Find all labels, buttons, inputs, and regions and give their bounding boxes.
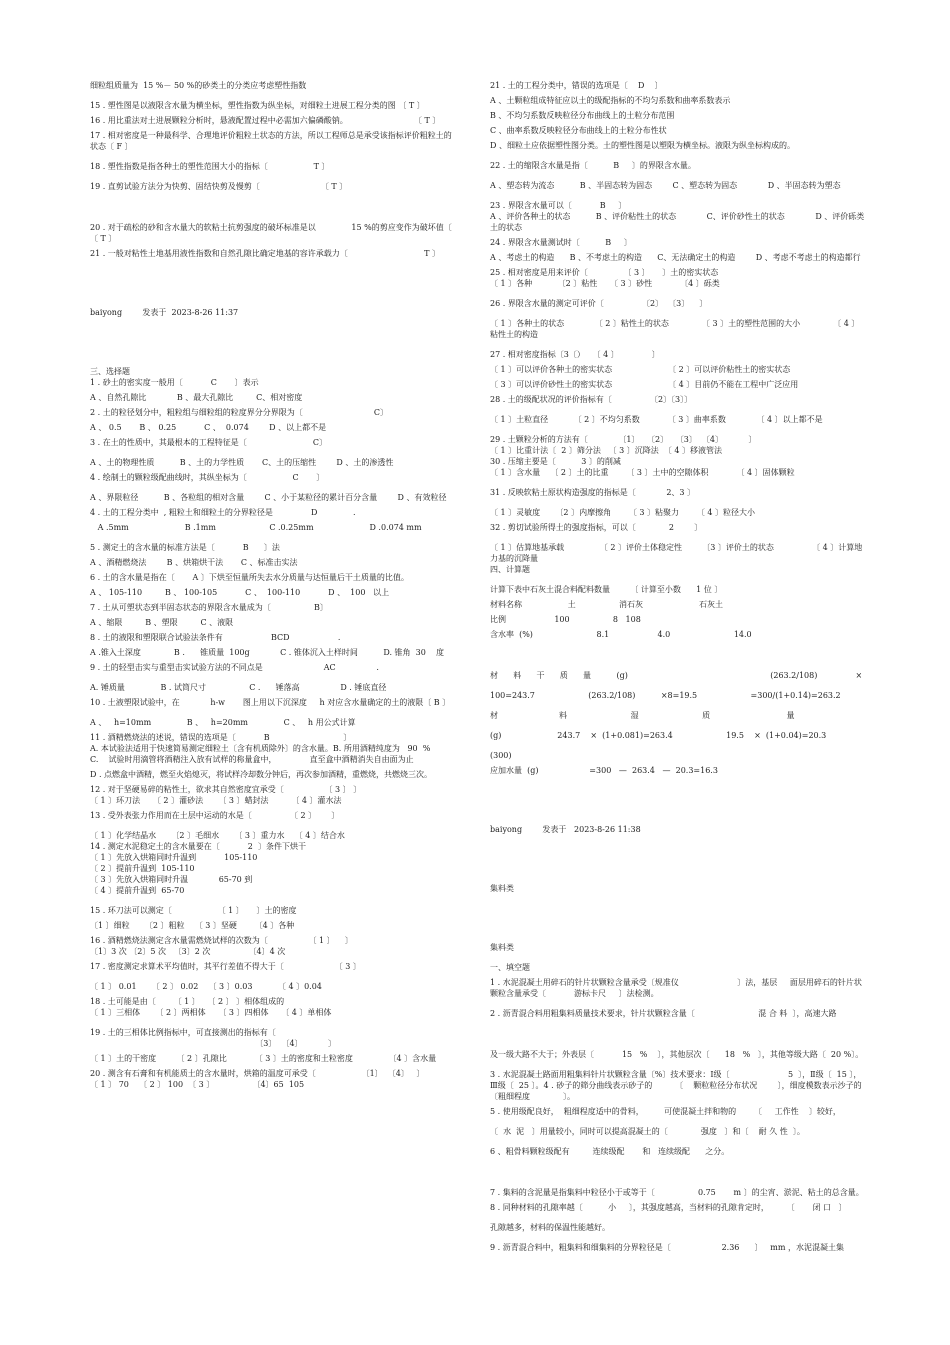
text-line: (300): [490, 751, 512, 760]
right-column: [490, 80, 875, 1253]
text-line: D . 点燃盒中酒精，燃至火焰熄灭，将试样冷却数分钟后，再次参加酒精，重燃烧，共燃烧三次。: [90, 770, 433, 779]
text-line: A 、塑态转为流态 B 、半固态转为固态 C 、塑态转为固态 D 、半固态转为塑态: [490, 181, 841, 190]
text-line: 细粒组质量为 15 %－ 50 %的砂类土的分类应考虑塑性指数: [90, 81, 307, 90]
text-line: 〔 1 〕环刀法 〔 2 〕灌砂法 〔 3 〕蜡封法 〔 4 〕灌水法: [90, 796, 342, 805]
text-line: 20 . 测含有石膏和有机能质土的含水量时，烘箱的温度可承受〔 〔1〕 〔4〕 〕: [90, 1069, 425, 1078]
text-line: 32 . 剪切试验所得土的强度指标，可以〔 2 〕: [490, 523, 703, 532]
text-line: A 、 105-110 B 、 100-105 C 、 100-110 D 、 100 以上: [90, 588, 390, 597]
text-line: baiyong 发表于 2023-8-26 11:38: [490, 825, 641, 834]
text-line: 5 . 使用级配良好， 粗细程度适中的骨料， 可使混凝土拌和物的 〔 工作性 〕较好，: [490, 1107, 841, 1116]
text-line: A .5mm B .1mm C .0.25mm D .0.074 mm: [90, 523, 422, 532]
text-line: 21 . 土的工程分类中，错误的选项是〔 D 〕: [490, 81, 663, 90]
text-line: 31 . 反映软粘土原状构造强度的指标是〔 2、3 〕: [490, 488, 696, 497]
text-line: A 、界限粒径 B 、各粒组的相对含量 C 、小于某粒径的累计百分含量 D 、有效粒径: [90, 493, 447, 502]
text-line: 8 . 土的液限和塑限联合试验法条件有 BCD .: [90, 633, 341, 642]
text-line: 24 . 界限含水量测试时〔 B 〕: [490, 238, 632, 247]
text-line: 18 . 塑性指数是指各种土的塑性范围大小的指标〔 T 〕: [90, 162, 330, 171]
text-line: 〔 1 〕 70 〔 2 〕 100 〔 3 〕 〔4〕65 105: [90, 1080, 305, 1089]
text-line: A 、 0.5 B 、 0.25 C 、 0.074 D 、以上都不是: [90, 423, 327, 432]
text-line: A 、考虑土的构造 B 、不考虑土的构造 C、无法确定土的构造 D 、考虑不考虑土的构造都行: [490, 253, 861, 262]
text-line: 100=243.7 (263.2/108) ×8=19.5 =300/(1+0.14)=263.2: [490, 691, 841, 700]
text-line: A 、土颗粒组成特征应以土的级配指标的不均匀系数和曲率系数表示: [490, 96, 731, 105]
text-line: 22 . 土的缩限含水量是指〔 B 〕的界限含水量。: [490, 161, 696, 170]
text-line: 19 . 土的三相体比例指标中，可直接测出的指标有〔: [90, 1028, 276, 1037]
text-line: 12 . 对于坚硬易碎的粘性土，欲求其自然密度宜承受〔 〔 3 〕 〕: [90, 785, 362, 794]
text-line: 18 . 土可能是由〔 〔 1 〕 〔 2 〕 〕相体组成的: [90, 997, 285, 1006]
text-line: 〔 1 〕各种土的状态 〔 2 〕粘性土的状态 〔 3 〕土的塑性范围的大小 〔 4 〕粘性土的构造: [490, 319, 860, 339]
text-line: 应加水量 (g) =300 — 263.4 — 20.3=16.3: [490, 766, 718, 775]
text-line: A 、缩限 B 、塑限 C 、液限: [90, 618, 234, 627]
text-line: 9 . 土的轻型击实与重型击实试验方法的不同点是 AC .: [90, 663, 379, 672]
text-line: 1 . 砂土的密实度一般用〔 C 〕表示: [90, 378, 259, 387]
text-line: A 、土的物理性质 B 、土的力学性质 C、土的压缩性 D 、土的渗透性: [90, 458, 394, 467]
text-line: 〔3〕 〔4〕 〕: [90, 1039, 336, 1048]
text-line: 27 . 相对密度指标〔3〔） 〔 4 〕 〕: [490, 350, 660, 359]
text-line: 含水率 (%) 8.1 4.0 14.0: [490, 630, 752, 639]
text-line: A. 本试验法适用于快速简易测定细粒土〔含有机质除外〕的含水量。B. 所用酒精纯度为 90 %: [90, 744, 431, 753]
text-line: 19 . 直剪试验方法分为快剪、固结快剪及慢剪〔 〔 T 〕: [90, 182, 348, 191]
text-line: A 、自然孔隙比 B 、最大孔隙比 C、相对密度: [90, 393, 303, 402]
text-line: 〔 2 〕提前升温到 105-110: [90, 864, 195, 873]
text-line: 2 . 土的粒径划分中，粗粒组与细粒组的粒度界分分界限为〔 C〕: [90, 408, 389, 417]
text-line: 〔 1 〕可以评价各种土的密实状态 〔 2 〕可以评价粘性土的密实状态: [490, 365, 791, 374]
text-line: 16 . 用比重法对土进展颗粒分析时，悬液配置过程中必需加六偏磷酸钠。 〔 T 〕: [90, 116, 441, 125]
text-line: 〔1〕3 次 〔2〕5 次 〔3〕2 次 〔4〕4 次: [90, 947, 286, 956]
text-line: 材 料 湿 质 量: [490, 711, 795, 720]
text-line: 6 、粗骨料颗粒级配有 连续级配 和 连续级配 之分。: [490, 1147, 730, 1156]
text-line: A 、评价各种土的状态 B 、评价粘性土的状态 C、评价砂性土的状态 D 、评价砾类土的状态: [490, 212, 865, 232]
text-line: 〔 1 〕先放入烘箱同时升温到 105-110: [90, 853, 258, 862]
text-line: 〔 1 〕土粒直径 〔 2 〕不均匀系数 〔 3 〕曲率系数 〔 4 〕以上都不是: [490, 415, 823, 424]
text-line: 30 . 压缩主要是〔 3 〕的削减: [490, 457, 621, 466]
text-line: 〔 1 〕土的干密度 〔 2 〕孔隙比 〔 3 〕土的密度和土粒密度 〔4 〕含水量: [90, 1054, 437, 1063]
text-line: 〔 1 〕灵敏度 〔2 〕内摩擦角 〔 3 〕粘聚力 〔 4 〕粒径大小: [490, 508, 756, 517]
text-line: 23 . 界限含水量可以〔 B 〕: [490, 201, 627, 210]
text-line: 集料类: [490, 943, 514, 952]
text-line: 三、选择题: [90, 367, 130, 376]
text-line: 6 . 土的含水量是指在〔 A 〕下烘至恒量所失去水分质量与达恒量后干土质量的比值。: [90, 573, 409, 582]
text-line: 〔 1 〕化学结晶水 〔2 〕毛细水 〔 3 〕重力水 〔 4 〕结合水: [90, 831, 345, 840]
text-line: 〔 水 泥 〕用量较小，同时可以提高混凝土的〔 强度 〕和〔 耐 久 性 〕。: [490, 1127, 805, 1136]
text-line: 材 料 干 质 量 (g) (263.2/108) ×: [490, 671, 863, 680]
text-line: 〔1 〕细粒 〔2 〕粗粒 〔 3 〕坚硬 〔4 〕各种: [90, 921, 295, 930]
text-line: 17 . 相对密度是一种最科学、合理地评价粗粒土状态的方法，所以工程师总是承受该指标评价粗粒土的状态〔 F 〕: [90, 131, 452, 151]
left-column: [90, 80, 467, 1090]
text-line: 〔 3 〕先放入烘箱同时升温 65-70 到: [90, 875, 253, 884]
text-line: 15 . 塑性图是以液限含水量为横坐标，塑性指数为纵坐标，对细粒土进展工程分类的图 〔 T 〕: [90, 101, 425, 110]
text-line: 一、填空题: [490, 963, 530, 972]
text-line: 1 . 水泥混凝土用碎石的针片状颗粒含量承受〔规准仪 〕法，基层 面层用碎石的针片状 颗粒含量承受〔 游标卡尺 〕法检测。: [490, 978, 875, 998]
text-line: 13 . 受外表张力作用而在土层中运动的水是〔 〔 2 〕 〕: [90, 811, 340, 820]
text-line: 4 . 绘制土的颗粒级配曲线时，其纵坐标为〔 C 〕: [90, 473, 325, 482]
text-line: C. 试验时用滴管将酒精注入放有试样的称量盒中， 直至盒中酒精消失自由面为止: [90, 755, 414, 764]
text-line: 〔 1 〕含水量 〔 2 〕土的比重 〔 3 〕土中的空隙体积 〔 4 〕固体颗粒: [490, 468, 795, 477]
text-line: 17 . 密度测定求算术平均值时，其平行差值不得大于〔 〔 3 〕: [90, 962, 361, 971]
text-line: 14 . 测定水泥稳定土的含水量要在〔 2 〕条件下烘干: [90, 842, 306, 851]
text-line: 9 . 沥青混合料中，粗集料和细集料的分界粒径是〔 2.36 〕 mm ，水泥混凝土集: [490, 1243, 844, 1252]
text-line: 28 . 土的级配状况的评价指标有〔 〔2〕〔3〕〕: [490, 395, 693, 404]
text-line: 〔 1 〕比重计法〔 2 〕筛分法 〔 3 〕沉降法 〔 4 〕移液管法: [490, 446, 722, 455]
text-line: D 、细粒土应依据塑性图分类。土的塑性图是以塑限为横坐标。液限为纵坐标构成的。: [490, 141, 795, 150]
text-line: 5 . 测定土的含水量的标准方法是〔 B 〕法: [90, 543, 280, 552]
text-line: 比例 100 8 108: [490, 615, 641, 624]
text-line: 25 . 相对密度是用来评价〔 〔 3 〕 〕土的密实状态: [490, 268, 719, 277]
text-line: 3 . 在土的性质中，其最根本的工程特征是〔 C〕: [90, 438, 327, 447]
text-line: 29 . 土颗粒分析的方法有〔 〔1〕 〔2〕 〔3〕 〔4〕 〕: [490, 435, 757, 444]
text-line: 2 . 沥青混合料用粗集料质量技术要求，针片状颗粒含量〔 混 合 料 〕，高速大路: [490, 1009, 837, 1018]
text-line: 10 . 土液塑限试验中，在 h-w 图上用以下沉深度 h 对应含水量确定的土的液限〔 B 〕: [90, 698, 451, 707]
text-line: baiyong 发表于 2023-8-26 11:37: [90, 308, 239, 317]
text-line: 计算下表中石灰土混合料配料数量 〔 计算至小数 1 位 〕: [490, 585, 723, 594]
text-line: 4 . 土的工程分类中 , 粗粒土和细粒土的分界粒径是 D .: [90, 508, 356, 517]
text-line: 〔 4 〕提前升温到 65-70: [90, 886, 185, 895]
text-line: 16 . 酒精燃烧法测定含水量需燃烧试样的次数为〔 〔 1 〕 〕: [90, 936, 353, 945]
text-line: 15 . 环刀法可以测定〔 〔 1 〕 〕土的密度: [90, 906, 297, 915]
text-line: 材料名称 土 消石灰 石灰土: [490, 600, 723, 609]
text-line: 〔 1 〕估算地基承载 〔 2 〕评价土体稳定性 〔3 〕评价土的状态 〔 4 〕计算地力基的沉降量: [490, 543, 863, 563]
text-line: 四、计算题: [490, 565, 530, 574]
text-line: 3 . 水泥混凝土路面用粗集料针片状颗粒含量〔%〕技术要求：Ⅰ级〔 5 〕，Ⅱ级〔 15 〕，Ⅲ级〔 25 〕。4 . 砂子的筛分曲线表示砂子的 〔 颗粒粒径分布状况 〕，细度模数表示沙子的〔粗细程度 〕。: [490, 1070, 862, 1101]
text-line: A 、 h=10mm B 、 h=20mm C 、 h 用公式计算: [90, 718, 356, 727]
text-line: B 、不均匀系数反映粒径分布曲线上的土粒分布范围: [490, 111, 675, 120]
text-line: 〔 1 〕各种 〔2 〕粘性 〔 3 〕砂性 〔4 〕砾类: [490, 279, 720, 288]
text-line: A. 锤质量 B . 试筒尺寸 C . 锤落高 D . 锤底直径: [90, 683, 387, 692]
text-line: A 、酒精燃烧法 B 、烘箱烘干法 C 、标准击实法: [90, 558, 298, 567]
text-line: 〔 3 〕可以评价砂性土的密实状态 〔 4 〕目前仍不能在工程中广泛应用: [490, 380, 799, 389]
text-line: 〔 1 〕三相体 〔 2 〕两相体 〔 3 〕四相体 〔 4 〕单相体: [90, 1008, 332, 1017]
text-line: 20 . 对于疏松的砂和含水量大的软粘土抗剪强度的破坏标准是以 15 %的剪应变作为破坏值〔 〔 T 〕: [90, 223, 467, 243]
text-line: 21 . 一般对粘性土地基用液性指数和自然孔隙比确定地基的容许承载力〔 T 〕: [90, 249, 440, 258]
text-line: 7 . 集料的含泥量是指集料中粒径小于或等于〔 0.75 m 〕的尘宵、淤泥、粘土的总含量。: [490, 1188, 864, 1197]
text-line: 26 . 界限含水量的测定可评价〔 〔2〕 〔3〕 〕: [490, 299, 708, 308]
text-line: C 、曲率系数反映粒径分布曲线上的土粒分布性状: [490, 126, 667, 135]
text-line: 及一级大路不大于；外表层〔 15 % 〕，其他层次〔 18 % 〕，其他等级大路〔 20 %〕。: [490, 1050, 864, 1059]
text-line: 集料类: [490, 884, 514, 893]
text-line: 8 . 同种材料的孔隙率越〔 小 〕，其强度越高，当材料的孔隙肯定时， 〔 闭 口 〕: [490, 1203, 847, 1212]
text-line: 〔 1 〕 0.01 〔 2 〕 0.02 〔 3 〕0.03 〔 4 〕0.04: [90, 982, 322, 991]
text-line: (g) 243.7 × (1+0.081)=263.4 19.5 × (1+0.04)=20.3: [490, 731, 827, 740]
text-line: 11 . 酒精燃烧法的述说，错误的选项是〔 B 〕: [90, 733, 352, 742]
text-line: 孔隙越多，材料的保温性能越好。: [490, 1223, 610, 1232]
text-line: A .锥入土深度 B . 锥质量 100g C . 锥体沉入土样时间 D. 锥角 30 度: [90, 648, 444, 657]
text-line: 7 . 土从可塑状态到半固态状态的界限含水量成为〔 B〕: [90, 603, 328, 612]
